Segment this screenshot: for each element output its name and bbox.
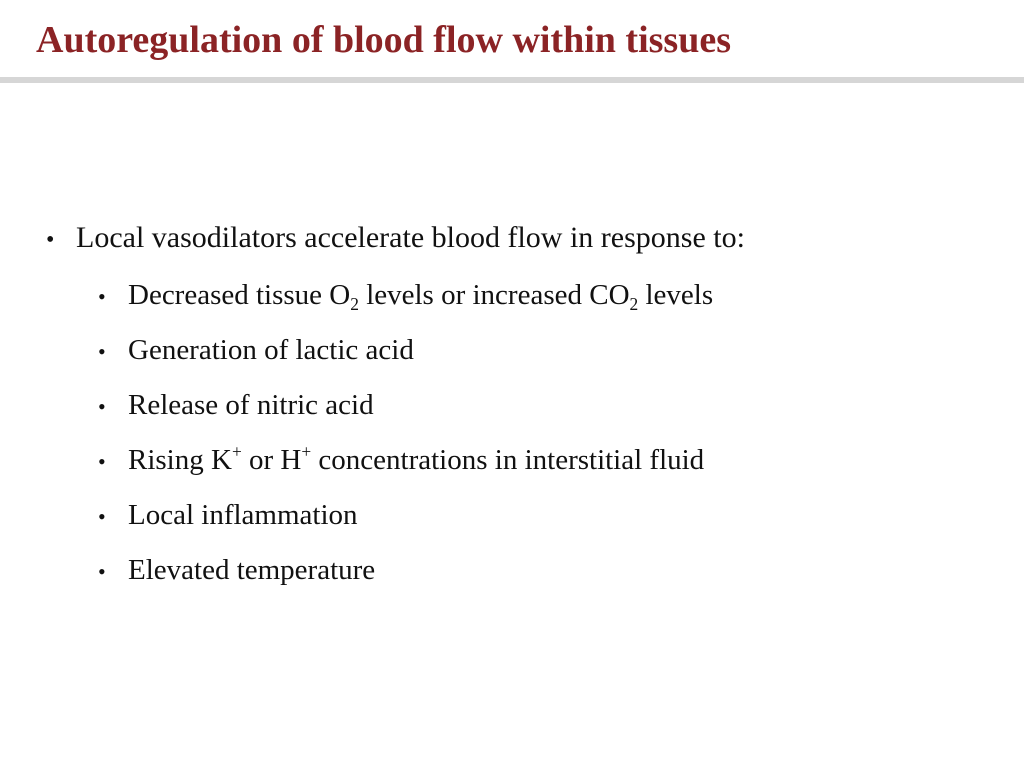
subscript: 2 (629, 294, 639, 315)
text-segment: or H (241, 444, 302, 476)
bullet-icon: • (46, 227, 55, 253)
main-bullet-text: Local vasodilators accelerate blood flow in response to: (76, 221, 745, 254)
subscript: 2 (350, 294, 359, 315)
superscript: + (301, 441, 312, 462)
slide-title: Autoregulation of blood flow within tissues (36, 19, 732, 61)
title-divider (0, 77, 1024, 83)
sub-bullet-item (98, 552, 375, 590)
sub-bullet-text: Elevated temperature (128, 554, 376, 586)
bullet-icon: • (98, 394, 106, 419)
sub-bullet-item (98, 332, 414, 370)
text-segment: concentrations in interstitial fluid (311, 444, 705, 476)
sub-bullet-text: Generation of lactic acid (128, 334, 414, 366)
sub-bullet-item (98, 442, 704, 480)
sub-bullet-text (128, 277, 713, 313)
sub-bullet-text (128, 442, 704, 478)
text-segment: levels or increased CO (358, 279, 630, 311)
sub-bullet-text: Release of nitric acid (128, 389, 374, 421)
bullet-icon: • (98, 559, 106, 584)
sub-bullet-item (98, 387, 374, 425)
bullet-icon: • (98, 339, 106, 364)
bullet-icon: • (98, 284, 106, 309)
sub-bullet-item (98, 497, 358, 535)
superscript: + (231, 441, 242, 462)
main-bullet-item (46, 220, 745, 258)
text-segment: Decreased tissue O (128, 279, 351, 311)
text-segment: Rising K (128, 444, 232, 476)
bullet-icon: • (98, 504, 106, 529)
sub-bullet-text: Local inflammation (128, 499, 358, 531)
text-segment: levels (638, 279, 714, 311)
sub-bullet-item (98, 277, 713, 315)
bullet-icon: • (98, 449, 106, 474)
